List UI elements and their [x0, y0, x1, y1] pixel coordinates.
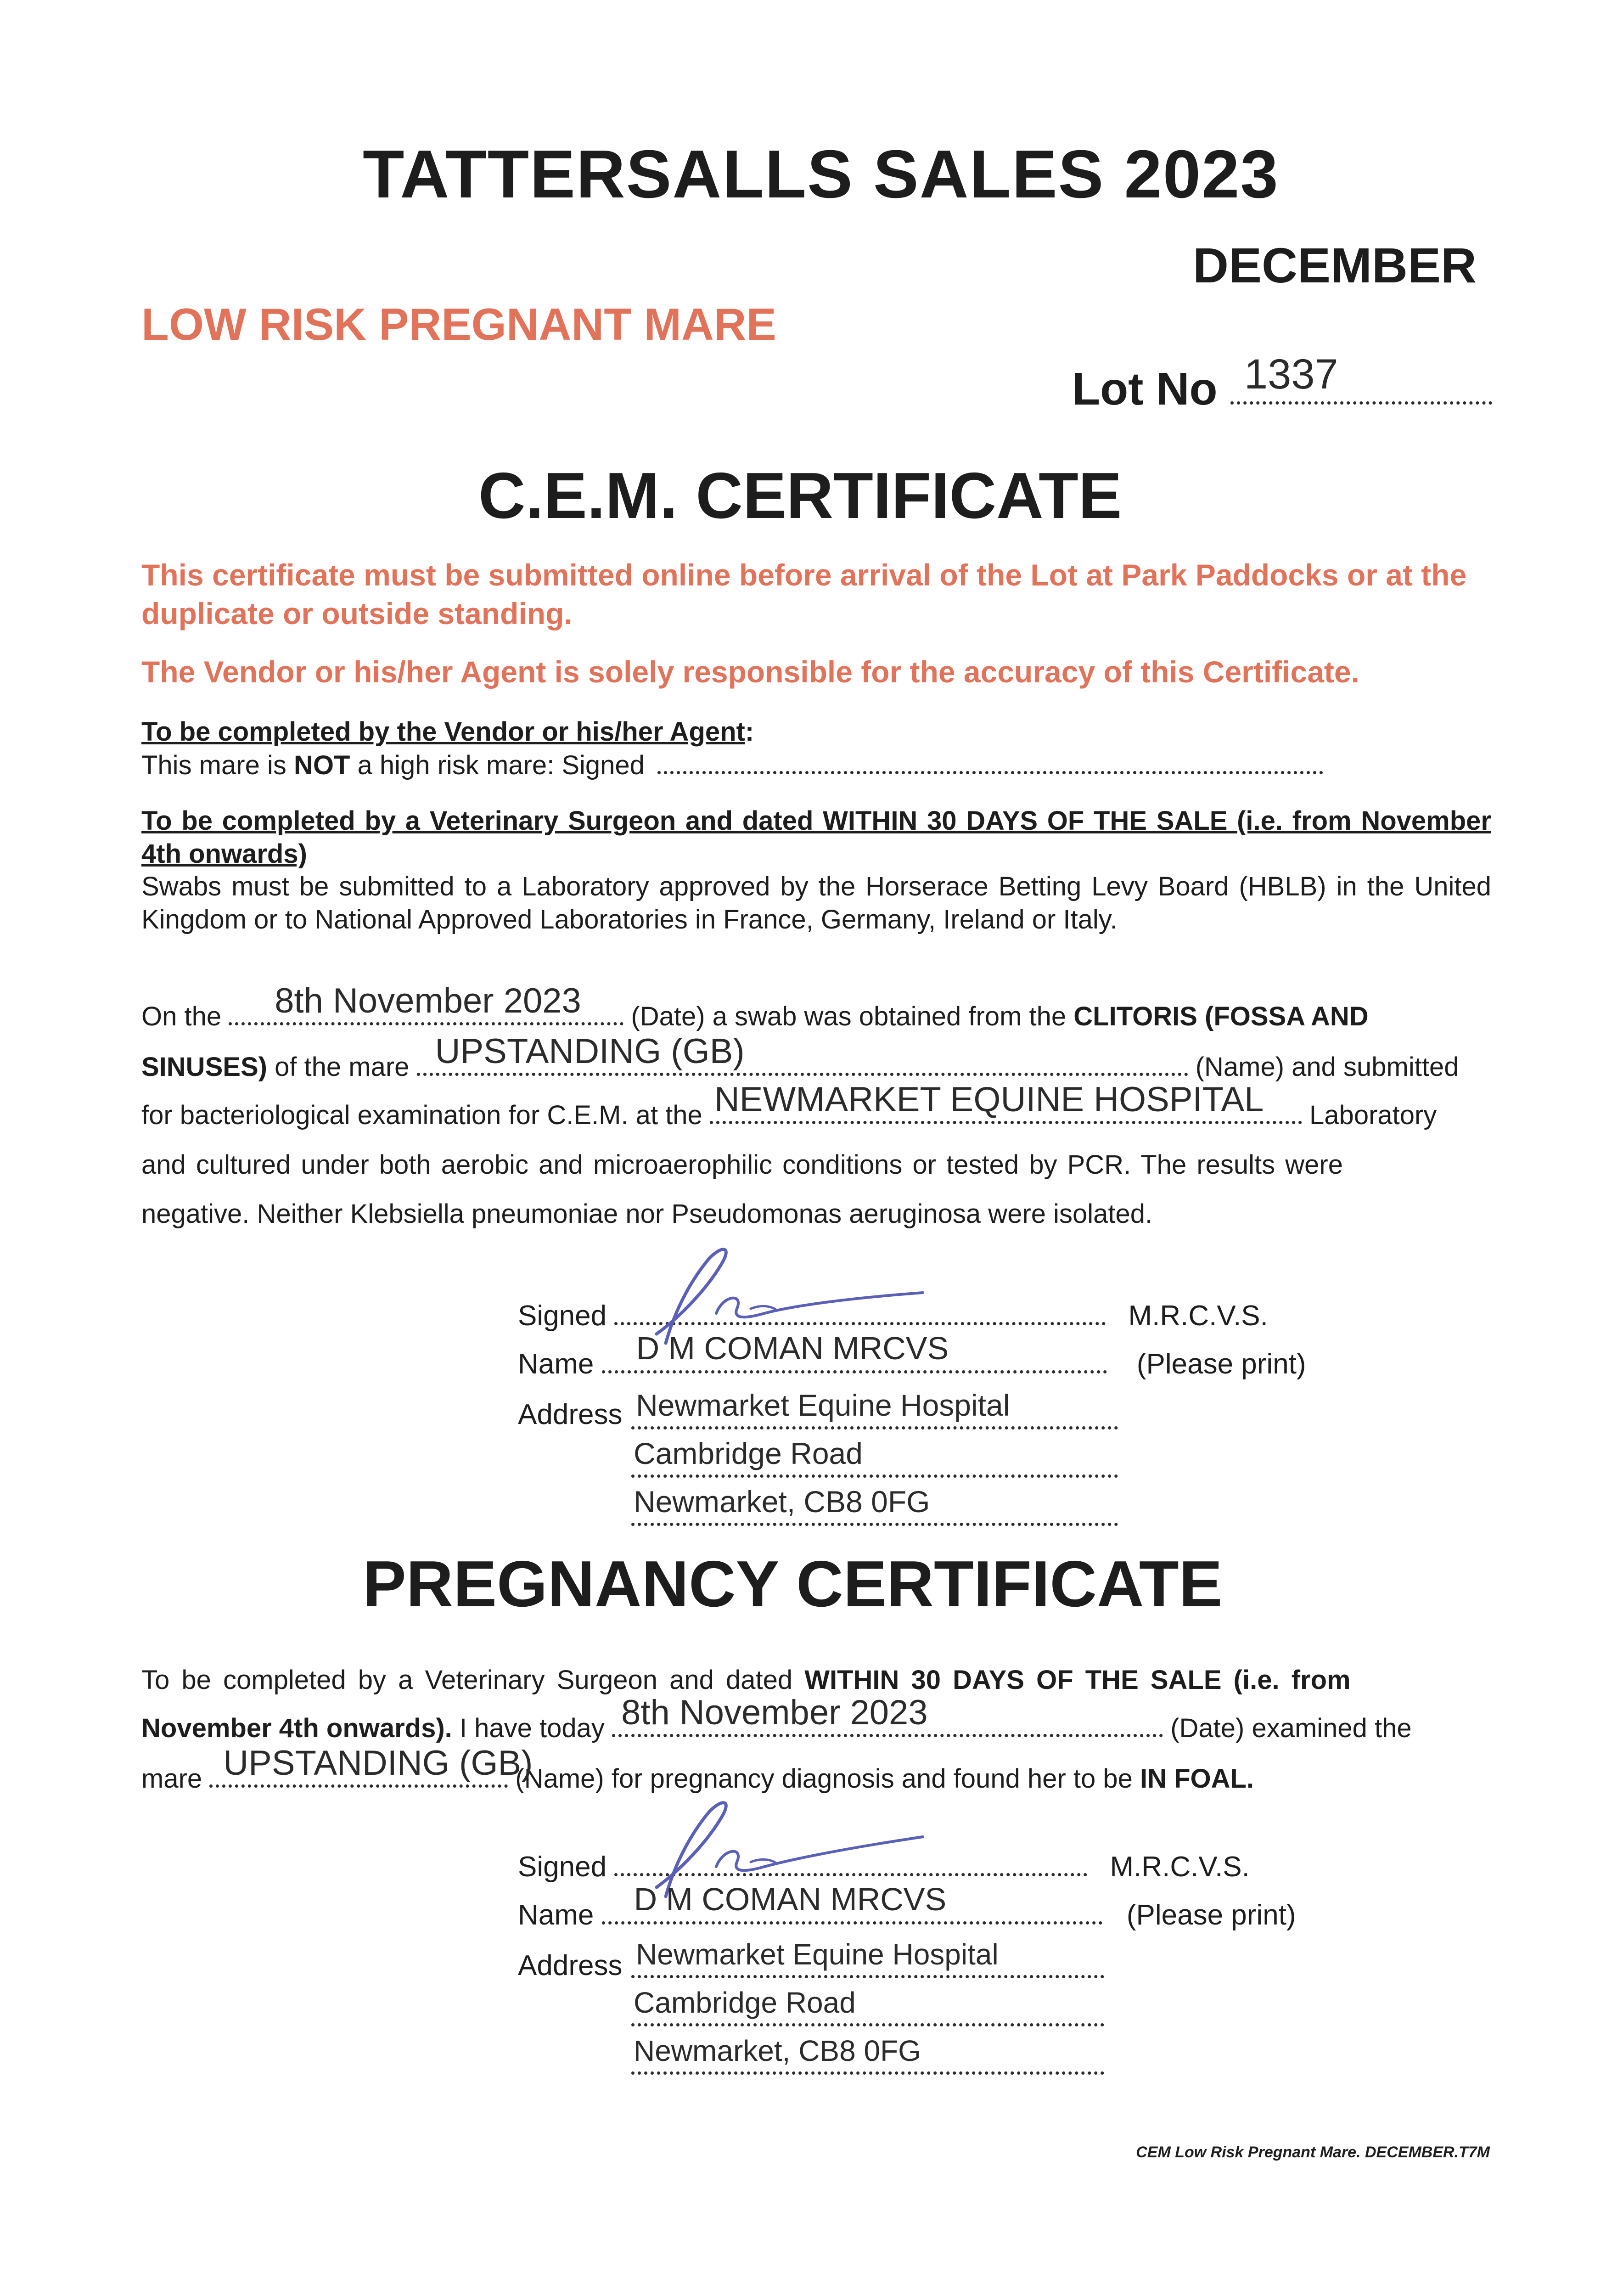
pregnancy-line-3: mare UPSTANDING (GB) (Name) for pregnancy diagnosis and found her to be IN FOAL.	[141, 1744, 1254, 1794]
pregnancy-mare-name-field	[209, 1744, 533, 1788]
pregnancy-address-line-3: Newmarket, CB8 0FG	[631, 2069, 1104, 2077]
form-reference: CEM Low Risk Pregnant Mare. DECEMBER.T7M	[1136, 2144, 1490, 2161]
cem-address-line-3: Newmarket, CB8 0FG	[631, 1520, 1118, 1528]
vendor-signature-line	[657, 771, 1323, 774]
pregnancy-signed-row: Signed M.R.C.V.S.	[518, 1851, 1250, 1883]
sale-month: DECEMBER	[1193, 237, 1477, 293]
pregnancy-address-label: Address	[518, 1950, 623, 1981]
pregnancy-heading: PREGNANCY CERTIFICATE	[363, 1548, 1223, 1621]
cem-culture-line: and cultured under both aerobic and microaerophilic conditions or tested by PCR. The results were	[141, 1150, 1343, 1180]
cem-date-line: On the 8th November 2023 (Date) a swab was obtained from the CLITORIS (FOSSA AND	[141, 981, 1369, 1031]
vet-section-heading: To be completed by a Veterinary Surgeon and dated WITHIN 30 DAYS OF THE SALE (i.e. from November 4th onwards)	[141, 806, 1491, 869]
pregnancy-line-1: To be completed by a Veterinary Surgeon and dated WITHIN 30 DAYS OF THE SALE (i.e. from	[141, 1665, 1351, 1695]
pregnancy-date: 8th November 2023	[621, 1693, 928, 1732]
pregnancy-date-field	[612, 1693, 1163, 1737]
laboratory-instructions: Swabs must be submitted to a Laboratory approved by the Horserace Betting Levy Board (HBLB) in the United Kingdom or to National Approved Laboratories in France, Germany, Ireland or Italy.	[141, 872, 1491, 934]
cem-lab-line: for bacteriological examination for C.E.M. at the NEWMARKET EQUINE HOSPITAL Laboratory	[141, 1080, 1437, 1130]
certificate-category: LOW RISK PREGNANT MARE	[141, 299, 776, 349]
pregnancy-mare-name: UPSTANDING (GB)	[223, 1744, 533, 1783]
vendor-section-heading: To be completed by the Vendor or his/her Agent:	[141, 717, 754, 747]
lot-number: 1337	[1244, 351, 1338, 398]
submission-notice: This certificate must be submitted online before arrival of the Lot at Park Paddocks or at the duplicate or outside standing.	[141, 558, 1467, 630]
lot-number-field	[1072, 351, 1492, 416]
cem-address-line-1: Newmarket Equine Hospital	[631, 1424, 1118, 1432]
laboratory-name: NEWMARKET EQUINE HOSPITAL	[714, 1080, 1264, 1119]
pregnancy-address-line-2: Cambridge Road	[631, 2020, 1104, 2029]
pregnancy-address-line-1: Newmarket Equine Hospital	[631, 1972, 1104, 1981]
cem-result-line: negative. Neither Klebsiella pneumoniae nor Pseudomonas aeruginosa were isolated.	[141, 1199, 1153, 1229]
cem-name-row: Name D M COMAN MRCVS (Please print)	[518, 1330, 1306, 1380]
vendor-declaration: This mare is NOT a high risk mare: Signed	[141, 752, 1323, 779]
pregnancy-line-2: November 4th onwards). I have today 8th November 2023 (Date) examined the	[141, 1693, 1412, 1743]
cem-signed-row: Signed M.R.C.V.S.	[518, 1300, 1268, 1332]
cem-mare-line: SINUSES) of the mare UPSTANDING (GB) (Name) and submitted	[141, 1032, 1459, 1082]
cem-heading: C.E.M. CERTIFICATE	[478, 459, 1122, 532]
cem-address-line-2: Cambridge Road	[631, 1472, 1118, 1480]
swab-date-field	[229, 981, 623, 1025]
cem-address-label: Address	[518, 1399, 623, 1430]
cem-vet-name: D M COMAN MRCVS	[636, 1330, 949, 1366]
lot-dotted-line	[1230, 351, 1492, 405]
cem-mare-name: UPSTANDING (GB)	[435, 1032, 745, 1071]
responsibility-notice: The Vendor or his/her Agent is solely responsible for the accuracy of this Certificate.	[141, 655, 1359, 689]
laboratory-name-field	[710, 1080, 1302, 1124]
lot-label: Lot No	[1072, 363, 1218, 415]
pregnancy-name-row: Name D M COMAN MRCVS (Please print)	[518, 1881, 1296, 1931]
document-title: TATTERSALLS SALES 2023	[363, 136, 1279, 212]
pregnancy-vet-name: D M COMAN MRCVS	[634, 1881, 947, 1917]
swab-date: 8th November 2023	[275, 981, 581, 1020]
